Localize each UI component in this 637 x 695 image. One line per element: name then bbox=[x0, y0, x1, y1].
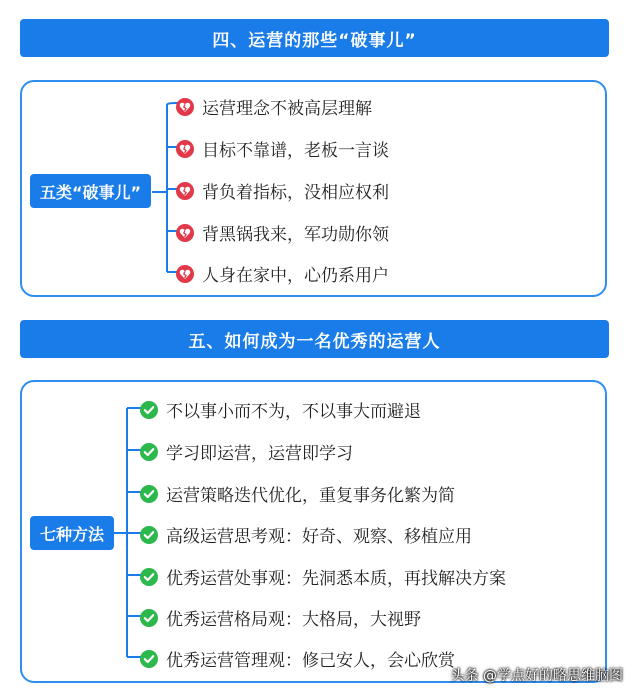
section-5-title: 五、如何成为一名优秀的运营人 bbox=[20, 320, 609, 358]
item-text: 优秀运营管理观：修己安人，会心欣赏 bbox=[166, 651, 455, 671]
item-text: 运营策略迭代优化，重复事务化繁为简 bbox=[166, 486, 455, 506]
check-circle-icon bbox=[140, 609, 158, 627]
list-item bbox=[140, 522, 472, 547]
section-5-panel bbox=[20, 380, 607, 683]
broken-heart-icon bbox=[176, 182, 194, 200]
check-circle-icon bbox=[140, 443, 158, 461]
item-text: 高级运营思考观：好奇、观察、移植应用 bbox=[166, 527, 472, 547]
check-circle-icon bbox=[140, 568, 158, 586]
broken-heart-icon bbox=[176, 140, 194, 158]
item-text: 不以事小而不为，不以事大而避退 bbox=[166, 402, 421, 422]
list-item bbox=[176, 261, 389, 286]
item-text: 学习即运营，运营即学习 bbox=[166, 444, 353, 464]
item-text: 运营理念不被高层理解 bbox=[202, 99, 372, 119]
list-item bbox=[140, 564, 506, 589]
item-text: 背黑锅我来，军功勋你领 bbox=[202, 225, 389, 245]
check-circle-icon bbox=[140, 526, 158, 544]
list-item bbox=[176, 220, 389, 245]
list-item bbox=[176, 178, 389, 203]
check-circle-icon bbox=[140, 401, 158, 419]
list-item bbox=[140, 439, 353, 464]
section-4-title: 四、运营的那些“破事儿” bbox=[20, 19, 609, 57]
list-item bbox=[176, 136, 389, 161]
section-5-hub: 七种方法 bbox=[30, 516, 114, 550]
item-text: 人身在家中，心仍系用户 bbox=[202, 266, 389, 286]
item-text: 优秀运营格局观：大格局，大视野 bbox=[166, 610, 421, 630]
list-item bbox=[176, 94, 372, 119]
watermark: 头条 @学点好的略思维脑图 bbox=[450, 668, 623, 684]
broken-heart-icon bbox=[176, 98, 194, 116]
item-text: 优秀运营处事观：先洞悉本质，再找解决方案 bbox=[166, 569, 506, 589]
check-circle-icon bbox=[140, 485, 158, 503]
check-circle-icon bbox=[140, 650, 158, 668]
list-item bbox=[140, 646, 455, 671]
list-item bbox=[140, 481, 455, 506]
item-text: 背负着指标，没相应权利 bbox=[202, 183, 389, 203]
section-4-panel bbox=[20, 80, 607, 297]
broken-heart-icon bbox=[176, 265, 194, 283]
section-4-hub: 五类“破事儿” bbox=[30, 174, 151, 208]
item-text: 目标不靠谱，老板一言谈 bbox=[202, 141, 389, 161]
list-item bbox=[140, 605, 421, 630]
list-item bbox=[140, 397, 421, 422]
broken-heart-icon bbox=[176, 224, 194, 242]
